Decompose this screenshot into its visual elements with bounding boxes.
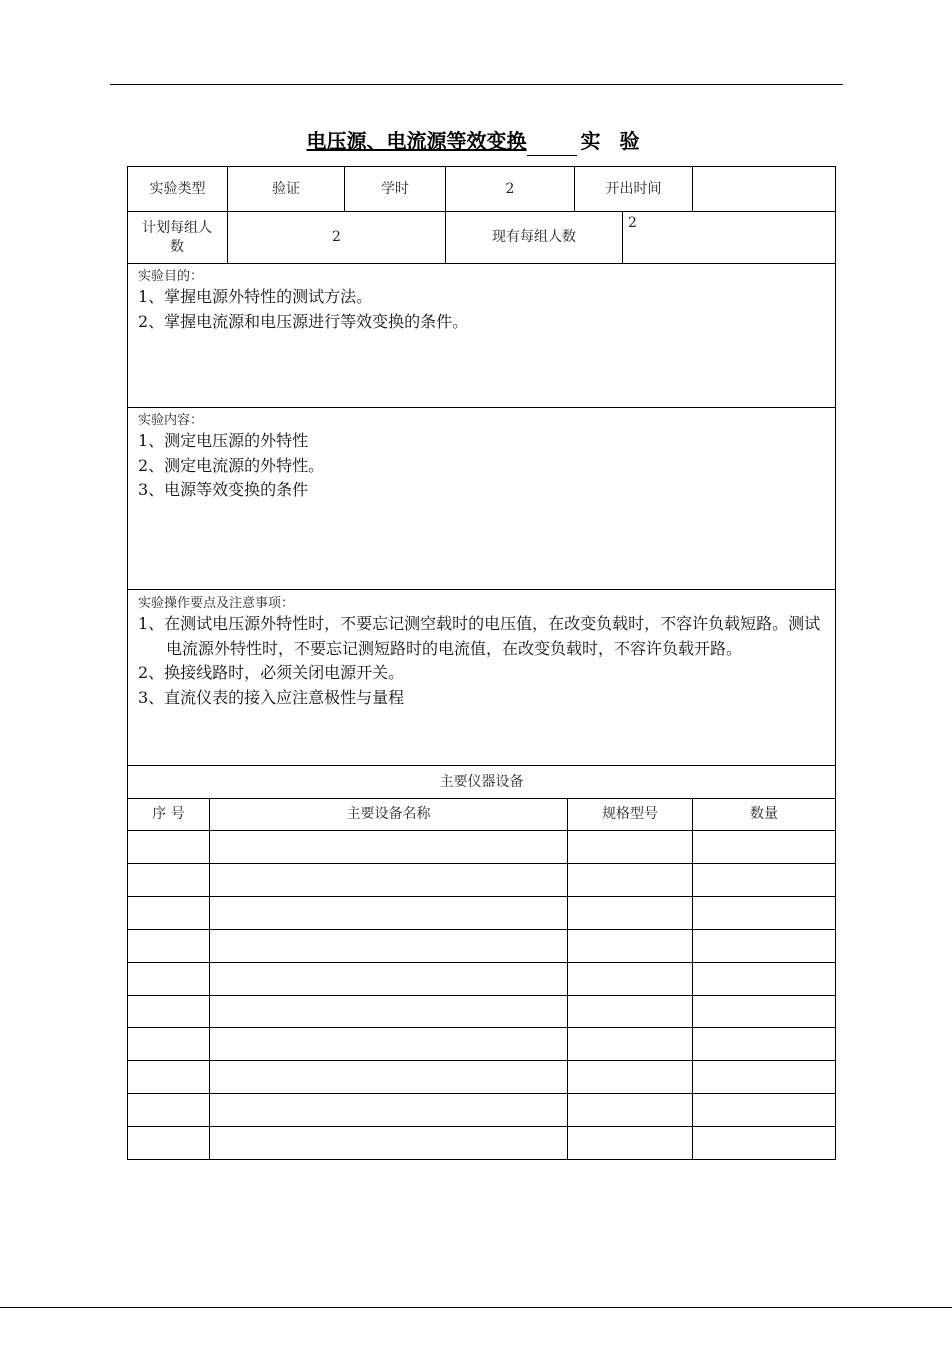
table-cell bbox=[693, 996, 835, 1028]
table-cell bbox=[568, 897, 692, 929]
notes-section bbox=[138, 595, 830, 710]
purpose-heading: 实验目的： bbox=[138, 269, 204, 284]
hours-label: 学时 bbox=[381, 181, 409, 197]
table-cell bbox=[568, 963, 692, 995]
table-cell bbox=[693, 930, 835, 962]
table-cell bbox=[128, 963, 209, 995]
current-group-size-label: 现有每组人数 bbox=[492, 229, 576, 245]
purpose-item: 2、掌握电流源和电压源进行等效变换的条件。 bbox=[138, 311, 469, 331]
notes-item: 2、换接线路时，必须关闭电源开关。 bbox=[138, 663, 405, 682]
divider bbox=[127, 407, 836, 408]
table-cell bbox=[693, 897, 835, 929]
divider bbox=[127, 263, 836, 264]
notes-item: 1、在测试电压源外特性时，不要忘记测空载时的电压值，在改变负载时，不容许负载短路。测试电流源外特性时，不要忘记测短路时的电流值，在改变负载时，不容许负载开路。 bbox=[138, 614, 821, 658]
table-cell bbox=[568, 864, 692, 896]
experiment-type-label: 实验类型 bbox=[149, 181, 206, 197]
purpose-section bbox=[138, 268, 828, 334]
current-group-size-value: 2 bbox=[628, 215, 637, 231]
table-cell bbox=[568, 1061, 692, 1093]
column-header-name: 主要设备名称 bbox=[346, 806, 431, 822]
table-cell bbox=[128, 1061, 209, 1093]
hours-value: 2 bbox=[505, 181, 515, 197]
table-cell bbox=[693, 864, 835, 896]
table-cell bbox=[693, 1127, 835, 1159]
experiment-type-value: 验证 bbox=[272, 181, 300, 197]
table-cell bbox=[568, 1127, 692, 1159]
table-cell bbox=[693, 1061, 835, 1093]
divider bbox=[622, 211, 623, 264]
table-cell bbox=[210, 864, 567, 896]
content-section bbox=[138, 412, 828, 503]
table-cell bbox=[210, 1061, 567, 1093]
table-cell bbox=[568, 1094, 692, 1126]
table-cell bbox=[568, 996, 692, 1028]
document-title bbox=[0, 126, 952, 156]
table-cell bbox=[128, 864, 209, 896]
table-cell bbox=[693, 831, 835, 863]
table-cell bbox=[210, 1094, 567, 1126]
title-blank-underline bbox=[527, 126, 577, 156]
table-cell bbox=[210, 996, 567, 1028]
divider bbox=[127, 589, 836, 590]
planned-group-size-label: 计划每组人数 bbox=[142, 219, 212, 255]
footer-rule bbox=[0, 1307, 952, 1308]
table-cell bbox=[568, 1028, 692, 1060]
table-cell bbox=[128, 1094, 209, 1126]
open-time-label: 开出时间 bbox=[605, 181, 662, 197]
table-cell bbox=[128, 930, 209, 962]
column-header-index: 序 号 bbox=[152, 806, 185, 822]
table-cell bbox=[210, 897, 567, 929]
purpose-item: 1、掌握电源外特性的测试方法。 bbox=[138, 287, 373, 306]
table-cell bbox=[128, 1127, 209, 1159]
title-suffix: 实 验 bbox=[580, 129, 646, 153]
table-cell bbox=[693, 1094, 835, 1126]
content-item: 1、测定电压源的外特性 bbox=[138, 431, 309, 450]
table-cell bbox=[210, 831, 567, 863]
content-heading: 实验内容： bbox=[138, 413, 204, 428]
table-cell bbox=[210, 930, 567, 962]
notes-heading: 实验操作要点及注意事项： bbox=[138, 596, 295, 611]
table-cell bbox=[693, 1028, 835, 1060]
header-rule bbox=[110, 84, 843, 85]
table-cell bbox=[210, 1028, 567, 1060]
table-cell bbox=[210, 1127, 567, 1159]
title-main: 电压源、电流源等效变换 bbox=[306, 129, 527, 153]
column-header-quantity: 数量 bbox=[750, 806, 778, 822]
table-cell bbox=[568, 831, 692, 863]
table-cell bbox=[210, 963, 567, 995]
table-cell bbox=[128, 1028, 209, 1060]
table-cell bbox=[128, 897, 209, 929]
equipment-heading: 主要仪器设备 bbox=[439, 773, 524, 790]
open-time-value bbox=[693, 167, 835, 212]
planned-group-size-value: 2 bbox=[332, 229, 341, 245]
column-header-spec: 规格型号 bbox=[602, 806, 658, 822]
table-cell bbox=[128, 831, 209, 863]
notes-item: 3、直流仪表的接入应注意极性与量程 bbox=[138, 687, 405, 707]
content-item: 2、测定电流源的外特性。 bbox=[138, 455, 325, 475]
table-cell bbox=[128, 996, 209, 1028]
content-item: 3、电源等效变换的条件 bbox=[138, 480, 309, 499]
table-cell bbox=[568, 930, 692, 962]
table-cell bbox=[693, 963, 835, 995]
